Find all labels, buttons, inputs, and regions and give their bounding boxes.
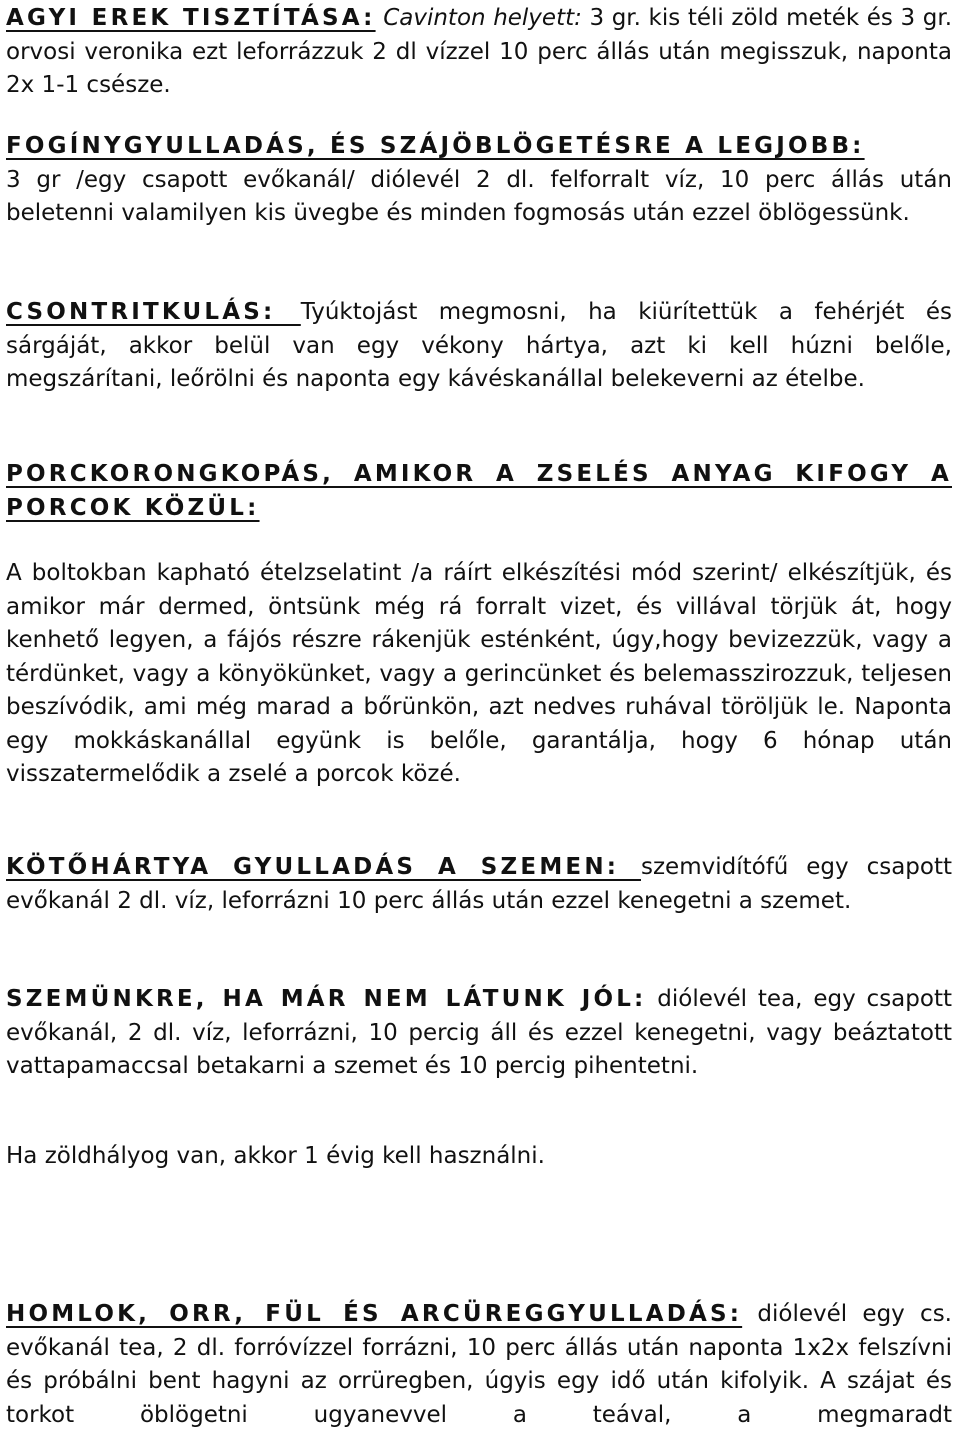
section-eyesight [6,983,952,1084]
section-heading: SZEMÜNKRE, HA MÁR NEM LÁTUNK JÓL: [6,986,647,1012]
section-cartilage-heading-block [6,458,952,525]
section-body: A boltokban kapható ételzselatint /a ráírt elkészítési mód szerint/ elkészítjük, és amikor már dermed, öntsünk még rá forralt vizet, és villával törjük át, hogy kenhető legyen, a fájós részre rákenjük esténként, úgy,hogy bevizezzük, vagy a térdünket, vagy a könyökünket, vagy a gerincünket és belemasszirozzuk, teljesen beszívódik, ami még marad a bőrünkön, azt nedves ruhával töröljük le. Naponta egy mokkáskanállal együnk is belőle, garantálja, hogy 6 hónap után visszatermelődik a zselé a porcok közé. [6,560,952,787]
section-sinus-inflammation [6,1298,952,1432]
section-brain-vessels [6,2,952,103]
section-conjunctivitis [6,851,952,918]
section-body: szemvidítófű egy csapott evőkanál 2 dl. víz, leforrázni 10 perc állás után ezzel kenegetni a szemet. [6,854,952,914]
section-body: Ha zöldhályog van, akkor 1 évig kell használni. [6,1143,545,1169]
section-heading: CSONTRITKULÁS: [6,299,301,325]
section-heading: FOGÍNYGYULLADÁS, ÉS SZÁJÖBLÖGETÉSRE A LEGJOBB: [6,133,865,159]
section-body: 3 gr. kis téli zöld meték és 3 gr. orvosi veronika ezt leforrázzuk 2 dl vízzel 10 perc állás után megisszuk, naponta 2x 1-1 csésze. [6,5,953,98]
section-intro: Cavinton helyett: [383,5,582,31]
section-cartilage [6,557,952,792]
section-gum-inflammation [6,130,952,231]
section-heading: PORCKORONGKOPÁS, AMIKOR A ZSELÉS ANYAG KIFOGY A PORCOK KÖZÜL: [6,461,952,521]
section-body: 3 gr /egy csapott evőkanál/ diólevél 2 dl. felforralt víz, 10 perc állás után beletenni valamilyen kis üvegbe és minden fogmosás után ezzel öblögessünk. [6,166,952,226]
section-heading: KÖTŐHÁRTYA GYULLADÁS A SZEMEN: [6,854,641,880]
section-body: diólevél egy cs. evőkanál tea, 2 dl. forróvízzel forrázni, 10 perc állás után naponta 1x2x felszívni és próbálni bent hagyni az orrüregben, úgyis egy idő után kifolyik. A szájat és torkot öblögetni ugyanevvel a teával, a megmaradt [6,1301,952,1428]
section-heading: HOMLOK, ORR, FÜL ÉS ARCÜREGGYULLADÁS: [6,1301,743,1327]
section-body: Tyúktojást megmosni, ha kiürítettük a fehérjét és sárgáját, akkor belül van egy vékony hártya, azt ki kell húzni belőle, megszárítani, leőrölni és naponta egy kávéskanállal belekeverni az ételbe. [6,299,953,392]
section-osteoporosis [6,296,952,397]
section-body: diólevél tea, egy csapott evőkanál, 2 dl. víz, leforrázni, 10 percig áll és ezzel kenegetni, vagy beáztatott vattapamaccsal betakarni a szemet és 10 percig pihentetni. [6,986,952,1079]
section-glaucoma-note [6,1140,952,1174]
section-heading: AGYI EREK TISZTÍTÁSA: [6,5,376,31]
